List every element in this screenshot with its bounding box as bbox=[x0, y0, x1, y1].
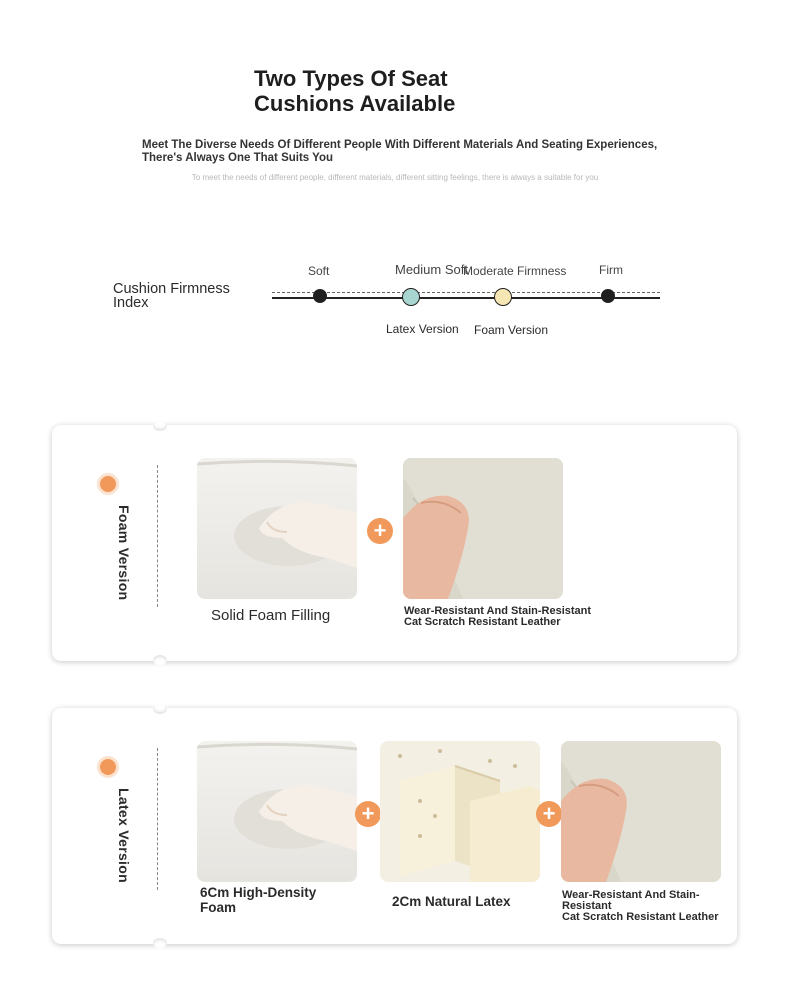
foam-press-photo bbox=[197, 741, 357, 882]
subtitle: Meet The Diverse Needs Of Different People With Different Materials And Seating Experiences, There's Always One That Suits You bbox=[142, 139, 658, 164]
plus-icon: + bbox=[536, 801, 562, 827]
caption-leather bbox=[562, 890, 737, 923]
subtitle-secondary: To meet the needs of different people, different materials, different sitting feelings, there is always a suitable for you bbox=[191, 173, 599, 182]
foam-version-card bbox=[52, 425, 737, 661]
orange-dot-icon bbox=[100, 759, 116, 775]
plus-icon: + bbox=[367, 518, 393, 544]
card-notch-bottom bbox=[153, 655, 167, 665]
caption-natural-latex: 2Cm Natural Latex bbox=[392, 894, 511, 909]
title-line-1: Two Types Of Seat bbox=[254, 66, 448, 91]
foam-press-photo bbox=[197, 458, 357, 599]
level-moderate-firmness: Moderate Firmness bbox=[463, 264, 567, 278]
latex-block-photo bbox=[380, 741, 540, 882]
title-line-2: Cushions Available bbox=[254, 91, 456, 116]
orange-dot-icon bbox=[100, 476, 116, 492]
card-notch-top bbox=[153, 704, 167, 714]
card-divider bbox=[157, 748, 158, 890]
leather-photo bbox=[403, 458, 563, 599]
latex-version-card bbox=[52, 708, 737, 944]
level-soft: Soft bbox=[308, 264, 330, 278]
caption-leather bbox=[404, 606, 704, 628]
card-notch-bottom bbox=[153, 938, 167, 948]
version-latex-label: Latex Version bbox=[386, 322, 459, 336]
scale-dot-medium-soft bbox=[402, 288, 420, 306]
caption-leather-line-2: Cat Scratch Resistant Leather bbox=[562, 911, 719, 923]
caption-hd-foam-line-1: 6Cm High-Density bbox=[200, 885, 317, 900]
caption-hd-foam bbox=[200, 885, 316, 915]
version-foam-label: Foam Version bbox=[474, 323, 549, 337]
leather-photo bbox=[561, 741, 721, 882]
firmness-label-line-2: Index bbox=[113, 295, 149, 311]
caption-leather-line-1: Wear-Resistant And Stain-Resistant bbox=[404, 605, 592, 617]
caption-leather-line-2: Cat Scratch Resistant Leather bbox=[404, 616, 561, 628]
scale-dot-moderate-firmness bbox=[494, 288, 512, 306]
caption-leather-line-1: Wear-Resistant And Stain-Resistant bbox=[562, 889, 700, 912]
plus-icon: + bbox=[355, 801, 381, 827]
caption-solid-foam: Solid Foam Filling bbox=[211, 607, 331, 624]
firmness-label-line-1: Cushion Firmness bbox=[113, 281, 230, 297]
latex-version-label: Latex Version bbox=[116, 788, 132, 883]
card-divider bbox=[157, 465, 158, 607]
level-firm: Firm bbox=[599, 263, 623, 277]
scale-dot-firm bbox=[601, 289, 615, 303]
firmness-label bbox=[113, 282, 263, 310]
page-title bbox=[254, 66, 544, 116]
card-notch-top bbox=[153, 421, 167, 431]
foam-version-label: Foam Version bbox=[116, 505, 132, 601]
scale-dot-soft bbox=[313, 289, 327, 303]
level-medium-soft: Medium Soft bbox=[395, 262, 468, 277]
caption-hd-foam-line-2: Foam bbox=[200, 900, 237, 915]
